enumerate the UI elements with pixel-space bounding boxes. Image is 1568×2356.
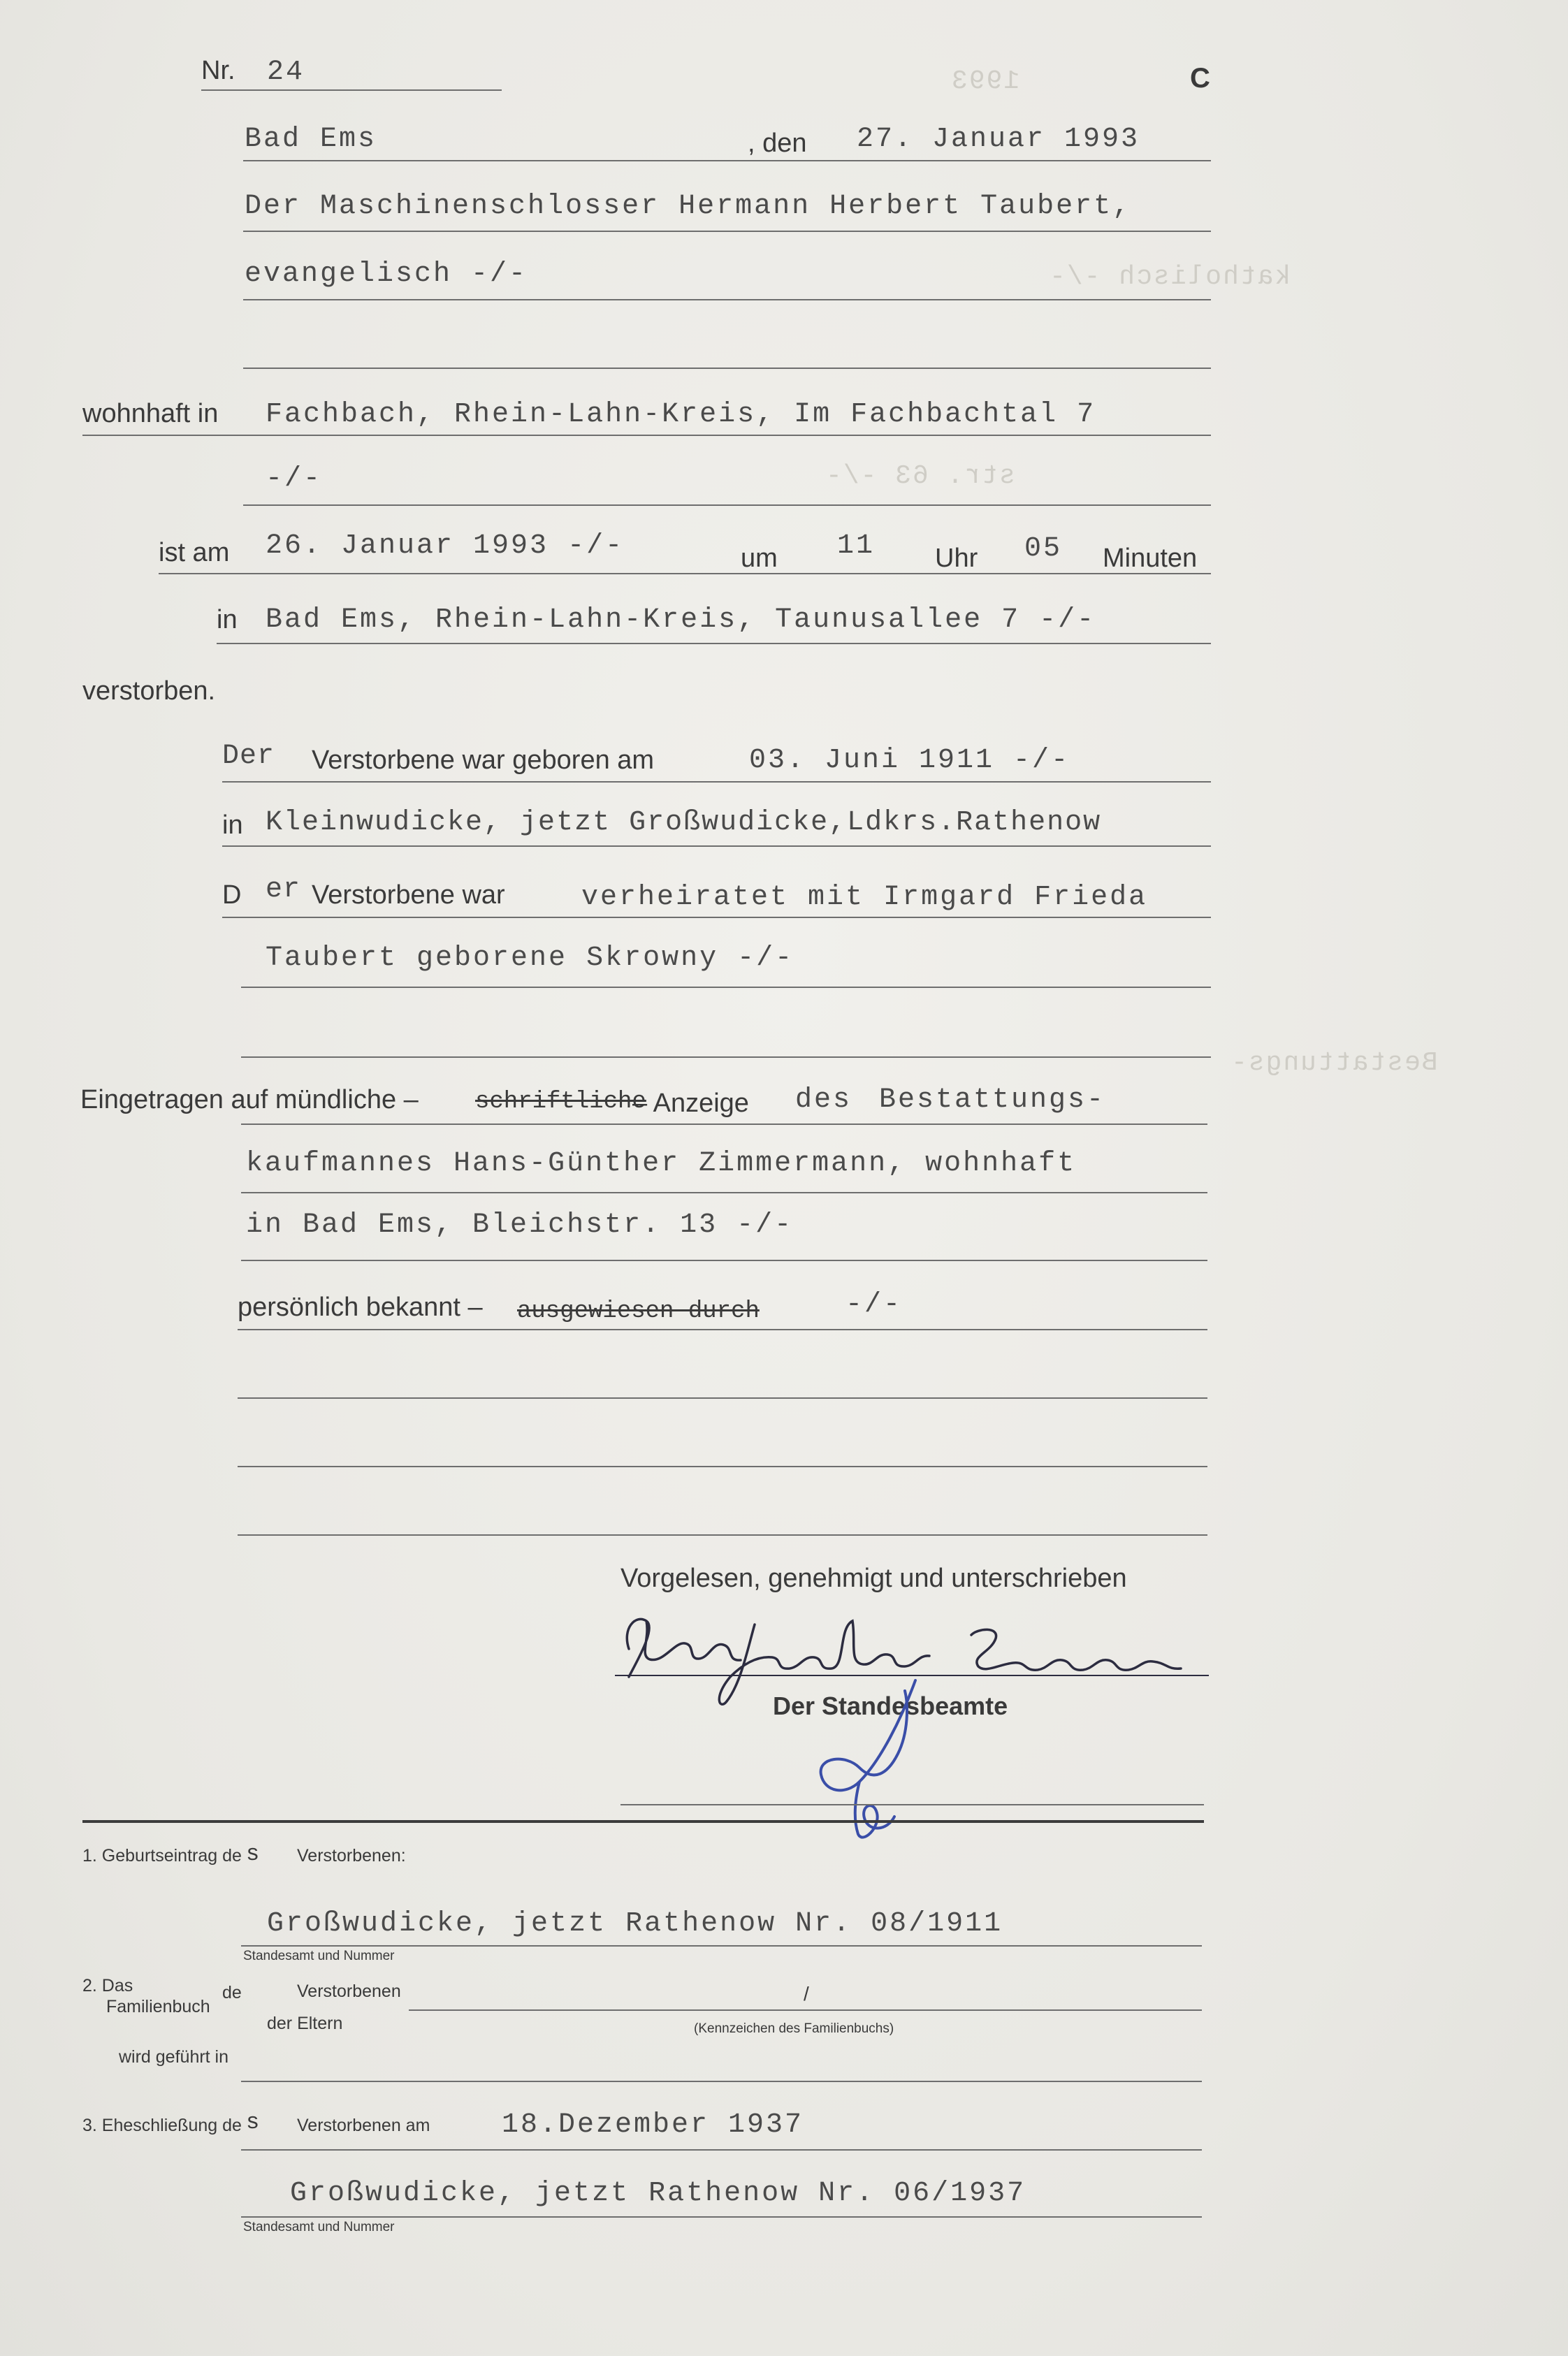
- show-through-text: 1993: [950, 66, 1020, 96]
- deceased-line-1: Der Maschinenschlosser Hermann Herbert Taubert,: [245, 191, 1132, 222]
- underline: [241, 1945, 1202, 1947]
- item2-label: Familienbuch: [106, 1997, 210, 2016]
- eingetragen-label: Eingetragen auf mündliche –: [80, 1085, 419, 1114]
- standesbeamte-label: Der Standesbeamte: [773, 1692, 1008, 1720]
- underline: [241, 2216, 1202, 2218]
- underline: [243, 368, 1211, 369]
- d-label: D: [222, 880, 242, 910]
- birth-place: Kleinwudicke, jetzt Großwudicke,Ldkrs.Rathenow: [266, 807, 1102, 838]
- deceased-line-2: evangelisch -/-: [245, 259, 528, 290]
- minuten-label: Minuten: [1103, 544, 1198, 573]
- death-minutes: 05: [1024, 533, 1063, 565]
- spouse-name: Taubert geborene Skrowny -/-: [266, 943, 794, 974]
- underline: [241, 2149, 1202, 2151]
- show-through-text: str. 63 -/-: [825, 461, 1015, 491]
- form-letter: C: [1190, 63, 1210, 94]
- er-typed: er: [266, 874, 301, 906]
- item1-label2: Verstorbenen:: [297, 1846, 406, 1866]
- ist-am-label: ist am: [159, 538, 230, 567]
- item2-num: 2. Das: [82, 1976, 133, 1995]
- item3-date: 18.Dezember 1937: [502, 2109, 804, 2141]
- verstorben-label: verstorben.: [82, 676, 216, 706]
- schriftliche-struck: [475, 1090, 646, 1114]
- underline: [241, 2081, 1202, 2082]
- death-hour: 11: [837, 530, 876, 562]
- ausgewiesen-struck: [517, 1300, 760, 1323]
- underline: [222, 917, 1211, 918]
- underline: [241, 1192, 1207, 1193]
- item2-eltern: der Eltern: [267, 2014, 343, 2033]
- geboren-label: Verstorbene war geboren am: [312, 746, 655, 775]
- nr-label: Nr.: [201, 56, 235, 85]
- death-date: 26. Januar 1993 -/-: [266, 530, 625, 562]
- signature-line: [620, 1804, 1204, 1805]
- residence-address: Fachbach, Rhein-Lahn-Kreis, Im Fachbachtal 7: [266, 399, 1096, 430]
- date-label: , den: [748, 129, 807, 158]
- schriftliche-text: schriftliche: [475, 1089, 646, 1115]
- underline: [222, 781, 1211, 783]
- item3-s: s: [246, 2109, 260, 2135]
- underline: [243, 504, 1211, 506]
- residence-address-cont: -/-: [266, 463, 323, 495]
- underline: [241, 1260, 1207, 1261]
- report-line-2: kaufmannes Hans-Günther Zimmermann, wohnhaft: [246, 1148, 1077, 1179]
- der-typed: Der: [222, 741, 275, 772]
- item3-value: Großwudicke, jetzt Rathenow Nr. 06/1937: [290, 2178, 1026, 2209]
- report-line-1: Bestattungs-: [879, 1084, 1106, 1116]
- item2-de: de: [222, 1983, 242, 2002]
- registrar-signature: [804, 1677, 943, 1845]
- show-through-text: katholisch -/-: [1048, 262, 1291, 292]
- underline: [243, 160, 1211, 161]
- death-in-label: in: [217, 605, 238, 634]
- anzeige-label: – Anzeige: [632, 1089, 749, 1118]
- section-divider: [82, 1820, 1204, 1823]
- uhr-label: Uhr: [935, 544, 978, 573]
- registration-date: 27. Januar 1993: [857, 124, 1140, 155]
- verstorbene-war-label: Verstorbene war: [312, 880, 505, 910]
- item2-slash: /: [804, 1983, 809, 2005]
- marital-status: verheiratet mit Irmgard Frieda: [581, 882, 1148, 913]
- item1-label: 1. Geburtseintrag de: [82, 1846, 242, 1866]
- bekannt-label: persönlich bekannt –: [238, 1293, 483, 1322]
- underline: [243, 231, 1211, 232]
- vorgelesen-text: Vorgelesen, genehmigt und unterschrieben: [620, 1564, 1127, 1593]
- place-of-registration: Bad Ems: [245, 124, 377, 155]
- nr-value: 24: [267, 57, 305, 88]
- underline: [238, 1466, 1207, 1467]
- item1-value: Großwudicke, jetzt Rathenow Nr. 08/1911: [267, 1908, 1003, 1940]
- report-line-3: in Bad Ems, Bleichstr. 13 -/-: [246, 1209, 794, 1241]
- show-through-text: Bestattungs-: [1230, 1048, 1438, 1078]
- underline: [217, 643, 1211, 644]
- underline: [241, 1124, 1207, 1125]
- item1-sub: Standesamt und Nummer: [243, 1949, 395, 1963]
- underline: [241, 987, 1211, 988]
- um-label: um: [741, 544, 778, 573]
- underline: [243, 299, 1211, 300]
- item2-wird: wird geführt in: [119, 2047, 229, 2067]
- birth-in-label: in: [222, 810, 243, 840]
- wohnhaft-label: wohnhaft in: [82, 399, 219, 428]
- underline: [241, 1056, 1211, 1058]
- des-typed: des: [795, 1084, 852, 1116]
- item2-sub: (Kennzeichen des Familienbuchs): [694, 2021, 894, 2036]
- item1-s: s: [246, 1841, 260, 1867]
- item3-label: 3. Eheschließung de: [82, 2116, 242, 2135]
- underline: [409, 2009, 1202, 2011]
- nr-underline: [201, 89, 502, 91]
- birth-date: 03. Juni 1911 -/-: [749, 745, 1070, 776]
- death-place: Bad Ems, Rhein-Lahn-Kreis, Taunusallee 7 -/-: [266, 604, 1096, 636]
- underline: [238, 1397, 1207, 1399]
- item3-label2: Verstorbenen am: [297, 2116, 430, 2135]
- underline: [159, 573, 1211, 574]
- underline: [82, 435, 1211, 436]
- ausgewiesen-typed: -/-: [845, 1289, 903, 1321]
- underline: [238, 1534, 1207, 1536]
- item2-verstorbenen: Verstorbenen: [297, 1981, 401, 2001]
- item3-sub: Standesamt und Nummer: [243, 2220, 395, 2234]
- underline: [238, 1329, 1207, 1330]
- underline: [222, 845, 1211, 847]
- ausgewiesen-text: ausgewiesen durch: [517, 1298, 760, 1325]
